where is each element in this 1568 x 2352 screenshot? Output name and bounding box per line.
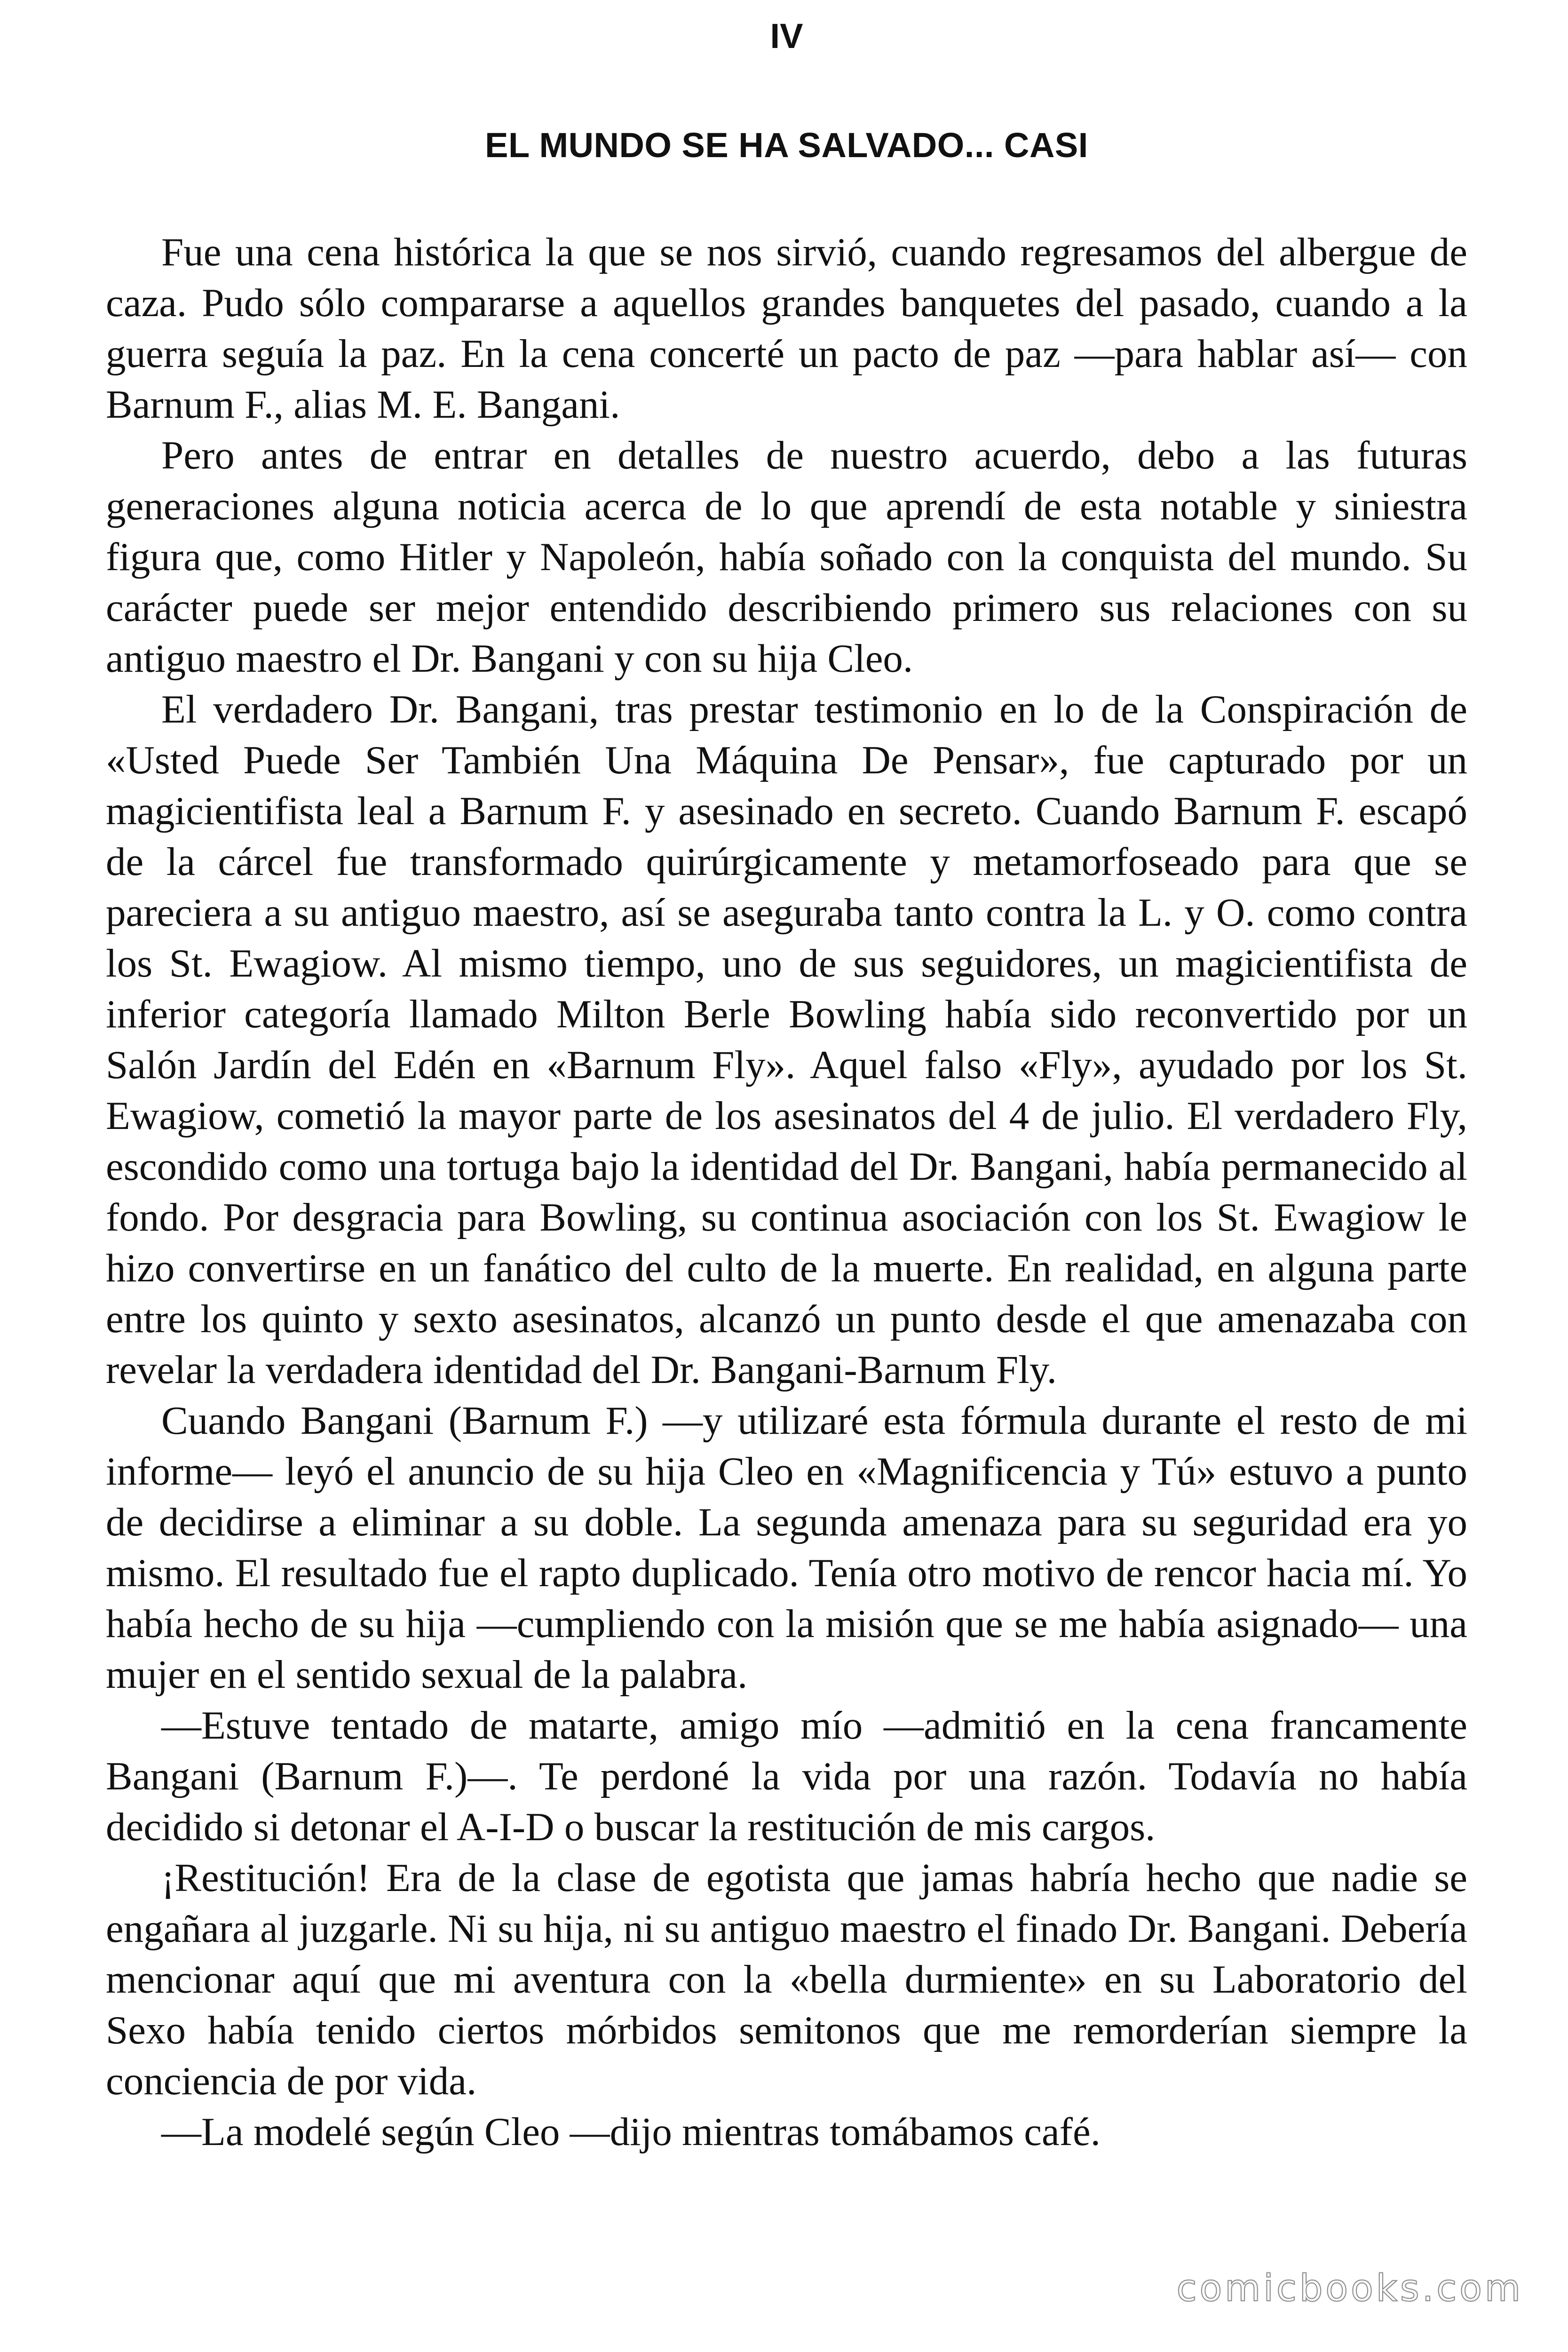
chapter-body xyxy=(106,227,1467,2157)
site-watermark: comicbooks.com xyxy=(1176,2267,1523,2310)
paragraph: Fue una cena histórica la que se nos sirvió, cuando regresamos del albergue de caza. Pudo sólo compararse a aquellos grandes banquetes del pasado, cuando a la guerra seguía la paz. En la cena concerté un pacto de paz —para hablar así— con Barnum F., alias M. E. Bangani. xyxy=(106,230,1467,427)
paragraph: —Estuve tentado de matarte, amigo mío —admitió en la cena francamente Bangani (Barnum F.)—. Te perdoné la vida por una razón. Todavía no había decidido si detonar el A-I-D o buscar la restitución de mis cargos. xyxy=(106,1703,1467,1849)
chapter-title: EL MUNDO SE HA SALVADO... CASI xyxy=(485,126,1088,165)
book-page xyxy=(106,0,1467,2352)
paragraph: Cuando Bangani (Barnum F.) —y utilizaré esta fórmula durante el resto de mi informe— leyó el anuncio de su hija Cleo en «Magnificencia y Tú» estuvo a punto de decidirse a eliminar a su doble. La segunda amenaza para su seguridad era yo mismo. El resultado fue el rapto duplicado. Tenía otro motivo de rencor hacia mí. Yo había hecho de su hija —cumpliendo con la misión que se me había asignado— una mujer en el sentido sexual de la palabra. xyxy=(106,1398,1467,1697)
paragraph: ¡Restitución! Era de la clase de egotista que jamas habría hecho que nadie se engañara al juzgarle. Ni su hija, ni su antiguo maestro el finado Dr. Bangani. Debería mencionar aquí que mi aventura con la «bella durmiente» en su Laboratorio del Sexo había tenido ciertos mórbidos semitonos que me remorderían siempre la conciencia de por vida. xyxy=(106,1856,1467,2103)
chapter-number: IV xyxy=(770,16,803,56)
paragraph: El verdadero Dr. Bangani, tras prestar testimonio en lo de la Conspiración de «Usted Puede Ser También Una Máquina De Pensar», fue capturado por un magicientifista leal a Barnum F. y asesinado en secreto. Cuando Barnum F. escapó de la cárcel fue transformado quirúrgicamente y metamorfoseado para que se pareciera a su antiguo maestro, así se aseguraba tanto contra la L. y O. como contra los St. Ewagiow. Al mismo tiempo, uno de sus seguidores, un magicientifista de inferior categoría llamado Milton Berle Bowling había sido reconvertido por un Salón Jardín del Edén en «Barnum Fly». Aquel falso «Fly», ayudado por los St. Ewagiow, cometió la mayor parte de los asesinatos del 4 de julio. El verdadero Fly, escondido como una tortuga bajo la identidad del Dr. Bangani, había permanecido al fondo. Por desgracia para Bowling, su continua asociación con los St. Ewagiow le hizo convertirse en un fanático del culto de la muerte. En realidad, en alguna parte entre los quinto y sexto asesinatos, alcanzó un punto desde el que amenazaba con revelar la verdadera identidad del Dr. Bangani-Barnum Fly. xyxy=(106,687,1467,1392)
paragraph: —La modelé según Cleo —dijo mientras tomábamos café. xyxy=(161,2110,1101,2154)
paragraph: Pero antes de entrar en detalles de nuestro acuerdo, debo a las futuras generaciones alguna noticia acerca de lo que aprendí de esta notable y siniestra figura que, como Hitler y Napoleón, había soñado con la conquista del mundo. Su carácter puede ser mejor entendido describiendo primero sus relaciones con su antiguo maestro el Dr. Bangani y con su hija Cleo. xyxy=(106,433,1467,681)
